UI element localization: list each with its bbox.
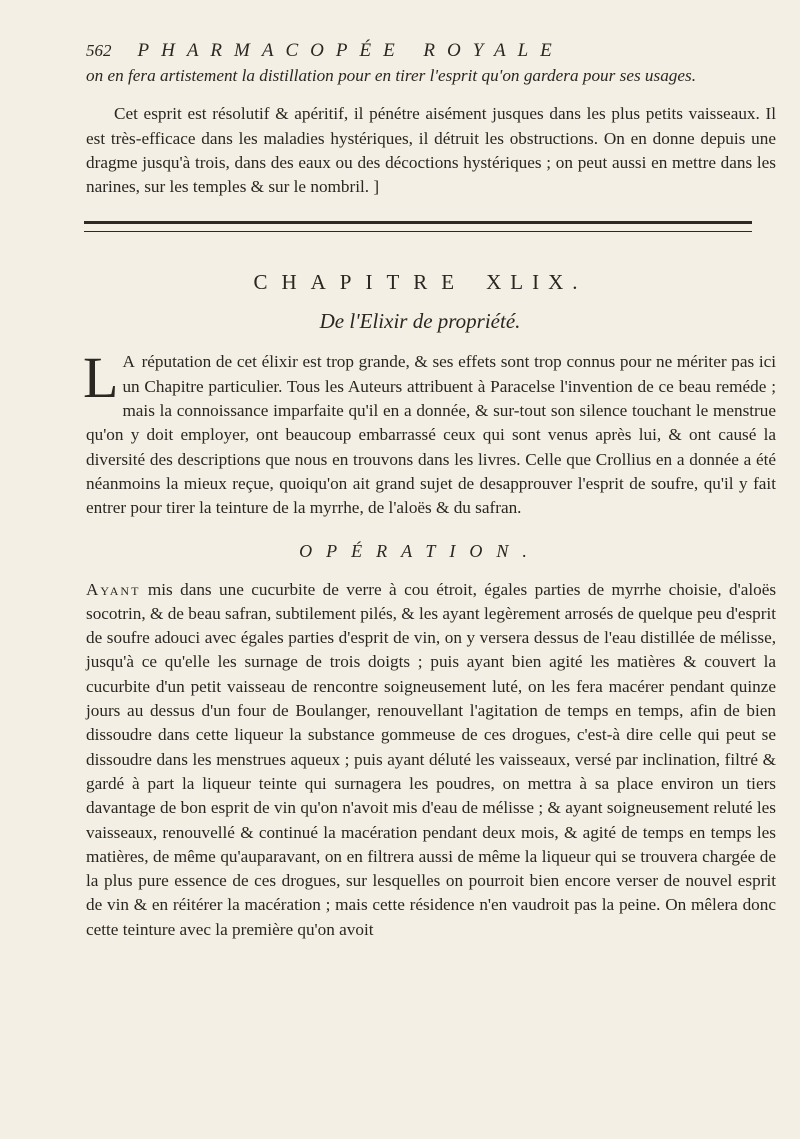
running-head (86, 40, 751, 62)
operation-heading: OPÉRATION. (299, 540, 541, 561)
running-title: PHARMACOPÉE ROYALE (137, 40, 564, 61)
intro-paragraph: Cet esprit est résolutif & apéritif, il pénétre aisément jusques dans les plus petits vaisseaux. Il est très-efficace dans les maladies hystériques, il détruit les obstructions. On en donne depuis une dragme jusqu'à trois, dans des eaux ou des décoctions hystériques ; on peut aussi en mettre dans les narines, sur les temples & sur le nombril. ] (86, 104, 776, 197)
first-word-rest: A (122, 352, 137, 372)
chapter-heading (86, 270, 754, 295)
operation-paragraph-text: mis dans une cucurbite de verre à cou étroit, égales parties de myrrhe choisie, d'aloës socotrin, & de beau safran, subtilement pilés, & les ayant legèrement arrosés de quelque peu d'esprit de soufre adouci avec égales parties d'esprit de vin, on y versera dessus de l'eau distillée de mélisse, jusqu'à ce qu'elle les surnage de trois doigts ; puis ayant bien agité les matières & couvert la cucurbite d'un petit vaisseau de rencontre soigneusement luté, on les fera macérer pendant quinze jours au dessus d'un four de Boulanger, renouvellant l'agitation de temps en temps, afin de bien dissoudre dans cette liqueur la substance gommeuse de ces drogues, c'est-à dire celle qui peut se dissoudre dans les menstrues aqueux ; puis ayant déluté les vaisseaux, versé par inclination, filtré & gardé à part la liqueur teinte qui surnagera les poudres, on mettra à sa place environ un tiers davantage de bon esprit de vin qu'on n'avoit mis d'eau de mélisse ; & ayant soigneusement reluté les vaisseaux, renouvellé & continué la macération pendant deux mois, & agité de temps en temps les matières, de même qu'auparavant, on en filtrera aussi de même la liqueur qui se trouvera chargée de la plus pure essence de ces drogues, sur lesquelles on pourroit bien encore verser de nouvel esprit de vin & en réitérer la macération ; mais cette résidence n'en vaudroit pas la peine. On mêlera donc cette teinture avec la première qu'on avoit (86, 579, 777, 939)
chapter-paragraph (83, 345, 777, 520)
drop-cap: L (83, 345, 119, 411)
operation-paragraph (86, 578, 776, 942)
chapter-title: De l'Elixir de propriété. (319, 309, 521, 334)
page-number: 562 (86, 41, 112, 60)
divider-rule (84, 221, 752, 232)
operation-lead-word: Ayant (86, 579, 141, 599)
chapter-label: CHAPITRE (253, 270, 469, 295)
intro-italic-line: on en fera artistement la distillation pour en tirer l'esprit qu'on gardera pour ses usages. (86, 66, 697, 85)
chapter-paragraph-text: réputation de cet élixir est trop grande, & ses effets sont trop connus pour ne mériter pas ici un Chapitre particulier. Tous les Auteurs attribuent à Paracelse l'invention de ce beau reméde ; mais la connoissance imparfaite qu'il en a donnée, & sur-tout son silence touchant le menstrue qu'on y doit employer, ont beaucoup embarrassé ceux qui sont venus après lui, & ont causé la diversité des descriptions que nous en trouvons dans les livres. Celle que Crollius en a donnée a été néanmoins la mieux reçue, quoiqu'on ait grand sujet de desapprouver l'esprit de soufre, qu'il y fait entrer pour tirer la teinture de la myrrhe, de l'aloës & du safran. (86, 352, 777, 518)
chapter-number: XLIX. (486, 270, 587, 295)
